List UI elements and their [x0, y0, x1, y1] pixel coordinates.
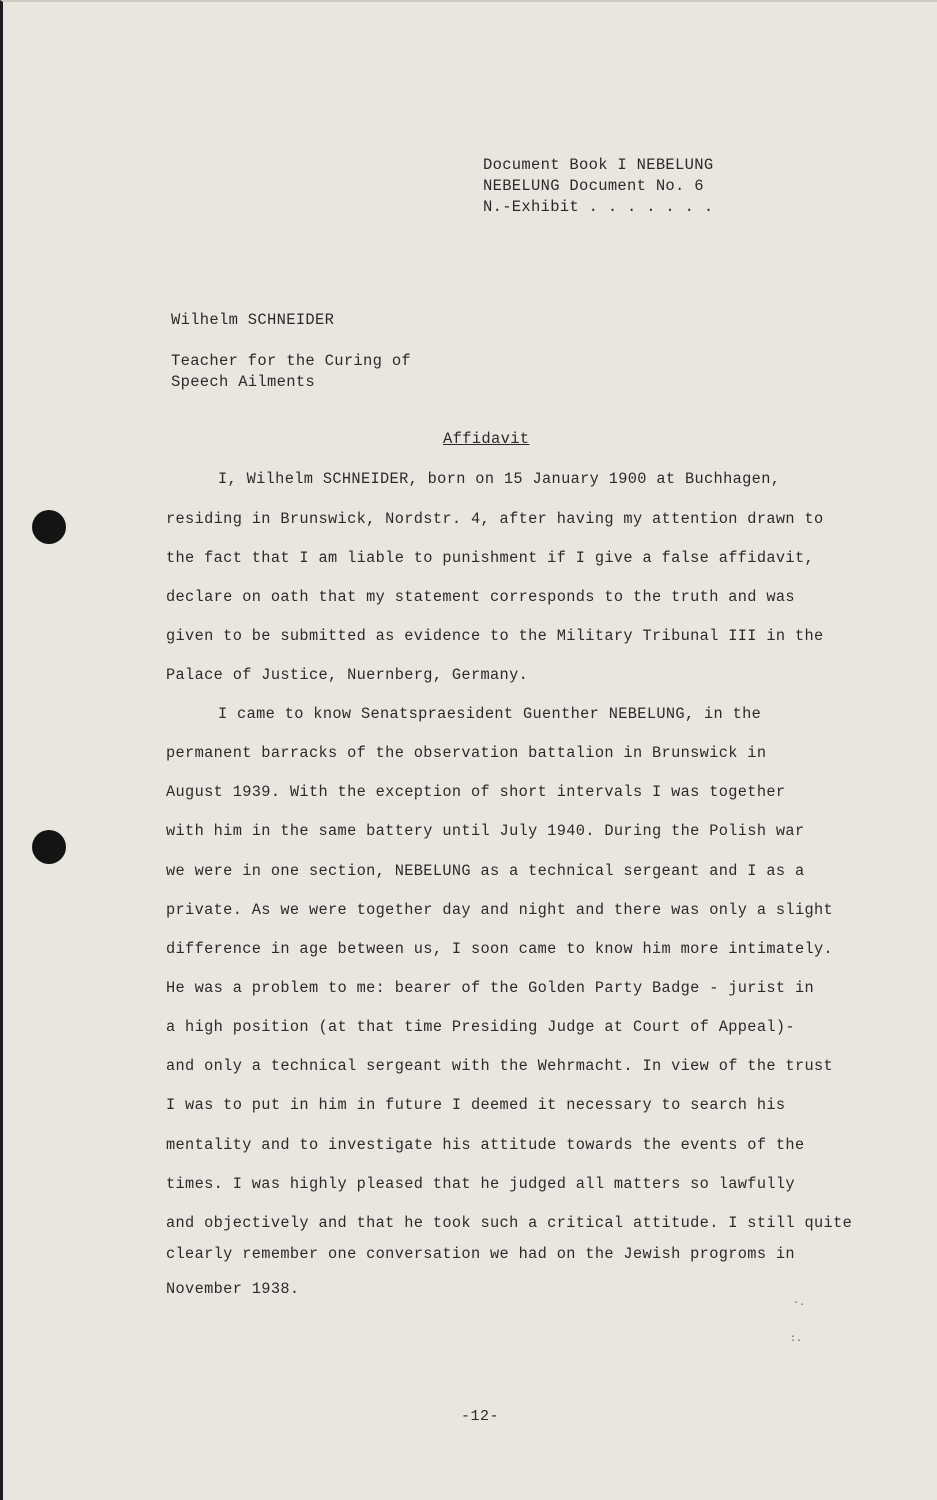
affiant-title-line1: Teacher for the Curing of — [171, 352, 412, 370]
body-line: Palace of Justice, Nuernberg, Germany. — [166, 666, 529, 684]
body-line: clearly remember one conversation we had on the Jewish progroms in — [166, 1245, 795, 1263]
body-line: with him in the same battery until July 1940. During the Polish war — [166, 822, 805, 840]
body-line: August 1939. With the exception of short intervals I was together — [166, 783, 786, 801]
page-number: -12- — [461, 1408, 500, 1425]
exhibit-line: N.-Exhibit . . . . . . . — [483, 198, 714, 216]
body-line: private. As we were together day and night and there was only a slight — [166, 901, 834, 919]
document-title: Affidavit — [443, 430, 530, 448]
margin-mark: -. — [793, 1298, 806, 1309]
body-line: mentality and to investigate his attitude towards the events of the — [166, 1136, 805, 1154]
body-line: a high position (at that time Presiding Judge at Court of Appeal)- — [166, 1018, 795, 1036]
body-line: given to be submitted as evidence to the Military Tribunal III in the — [166, 627, 824, 645]
affiant-name: Wilhelm SCHNEIDER — [171, 311, 335, 329]
body-line: and objectively and that he took such a critical attitude. I still quite — [166, 1214, 853, 1232]
body-line: I was to put in him in future I deemed it necessary to search his — [166, 1096, 786, 1114]
document-number-line: NEBELUNG Document No. 6 — [483, 177, 704, 195]
body-line: difference in age between us, I soon came to know him more intimately. — [166, 940, 834, 958]
body-line: residing in Brunswick, Nordstr. 4, after having my attention drawn to — [166, 510, 824, 528]
affiant-title-line2: Speech Ailments — [171, 373, 316, 391]
margin-mark: :. — [790, 1334, 803, 1345]
body-line: and only a technical sergeant with the Wehrmacht. In view of the trust — [166, 1057, 834, 1075]
body-line: November 1938. — [166, 1280, 300, 1298]
body-line: we were in one section, NEBELUNG as a technical sergeant and I as a — [166, 862, 805, 880]
body-line: permanent barracks of the observation battalion in Brunswick in — [166, 744, 767, 762]
affiant-block — [171, 310, 411, 393]
document-book-line: Document Book I NEBELUNG — [483, 156, 714, 174]
body-line: He was a problem to me: bearer of the Golden Party Badge - jurist in — [166, 979, 815, 997]
body-line: I, Wilhelm SCHNEIDER, born on 15 January 1900 at Buchhagen, — [218, 470, 781, 488]
punch-hole-top — [32, 510, 66, 544]
punch-hole-bottom — [32, 830, 66, 864]
body-line: the fact that I am liable to punishment if I give a false affidavit, — [166, 549, 815, 567]
body-line: I came to know Senatspraesident Guenther NEBELUNG, in the — [218, 705, 762, 723]
document-reference — [483, 155, 713, 218]
body-line: declare on oath that my statement corresponds to the truth and was — [166, 588, 795, 606]
body-line: times. I was highly pleased that he judged all matters so lawfully — [166, 1175, 795, 1193]
